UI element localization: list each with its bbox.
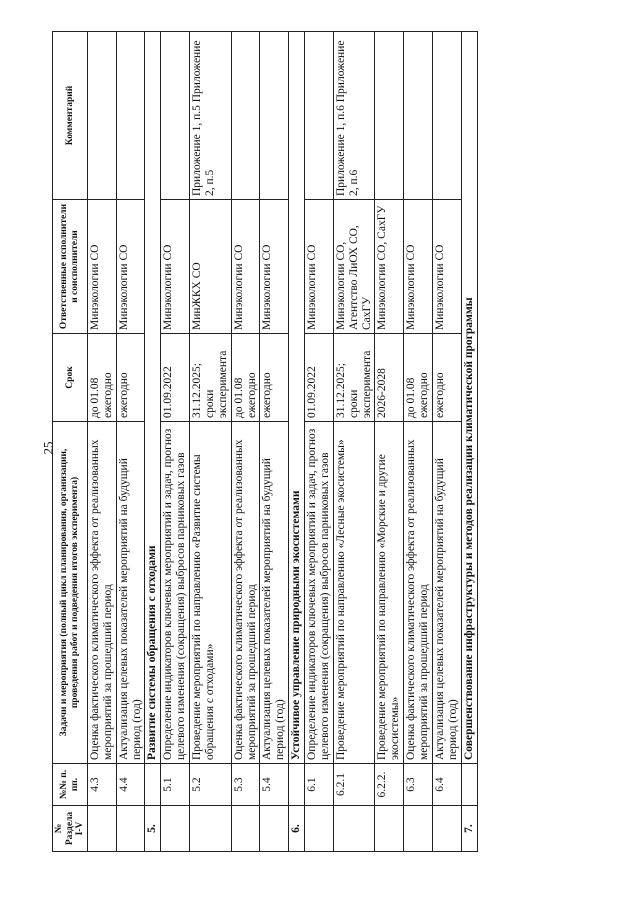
section-cell: [375, 806, 404, 852]
header-num: №№ п. пп.: [53, 764, 88, 806]
section-cell: [404, 806, 433, 852]
item-number: 6.1: [305, 764, 334, 806]
table-row: [260, 32, 289, 852]
responsible-cell: МинЖКХ СО: [190, 200, 232, 334]
header-deadline: Срок: [53, 334, 88, 422]
header-section: № Раздела I-V: [53, 806, 88, 852]
item-number: 5.1: [161, 764, 190, 806]
section-row: [145, 32, 161, 852]
table-body: [87, 32, 477, 852]
responsible-cell: Минэкологии СО: [231, 200, 260, 334]
comment-cell: [231, 32, 260, 200]
section-cell: [260, 806, 289, 852]
task-cell: Проведение мероприятий по направлению «Лесные экосистемы»: [333, 422, 375, 764]
deadline-cell: ежегодно: [260, 334, 289, 422]
header-responsible: Ответственные исполнители и соисполнители: [53, 200, 88, 334]
item-number: 5.2: [190, 764, 232, 806]
comment-cell: Приложение 1, п.5 Приложение 2, п.5: [190, 32, 232, 200]
task-cell: Оценка фактического климатического эффекта от реализованных мероприятий за прошедший период: [404, 422, 433, 764]
section-cell: [116, 806, 145, 852]
section-number: 7.: [461, 806, 477, 852]
empty-cell: [461, 764, 477, 806]
responsible-cell: Минэкологии СО: [260, 200, 289, 334]
section-row: [289, 32, 305, 852]
page-number: 25: [40, 441, 56, 455]
comment-cell: [260, 32, 289, 200]
header-comment: Комментарий: [53, 32, 88, 200]
section-cell: [161, 806, 190, 852]
comment-cell: Приложение 1, п.6 Приложение 2, п.6: [333, 32, 375, 200]
task-cell: Определение индикаторов ключевых мероприятий и задач, прогноз целевого изменения (сокращения) выбросов парниковых газов: [161, 422, 190, 764]
task-cell: Актуализация целевых показателей мероприятий на будущий период (год): [260, 422, 289, 764]
task-cell: Актуализация целевых показателей мероприятий на будущий период (год): [432, 422, 461, 764]
item-number: 5.3: [231, 764, 260, 806]
table-row: [404, 32, 433, 852]
deadline-cell: 01.09.2022: [161, 334, 190, 422]
task-cell: Оценка фактического климатического эффекта от реализованных мероприятий за прошедший период: [87, 422, 116, 764]
comment-cell: [116, 32, 145, 200]
section-title: Устойчивое управление природными экосистемами: [289, 32, 305, 764]
item-number: 4.4: [116, 764, 145, 806]
comment-cell: [87, 32, 116, 200]
deadline-cell: 31.12.2025; сроки эксперимента: [333, 334, 375, 422]
responsible-cell: Минэкологии СО: [87, 200, 116, 334]
deadline-cell: до 01.08 ежегодно: [404, 334, 433, 422]
table-row: [305, 32, 334, 852]
responsible-cell: Минэкологии СО: [404, 200, 433, 334]
section-title: Совершенствование инфраструктуры и методов реализации климатической программы: [461, 32, 477, 764]
deadline-cell: до 01.08 ежегодно: [231, 334, 260, 422]
deadline-cell: до 01.08 ежегодно: [87, 334, 116, 422]
deadline-cell: ежегодно: [432, 334, 461, 422]
rotated-page-content: [52, 32, 597, 852]
item-number: 5.4: [260, 764, 289, 806]
header-row: [53, 32, 88, 852]
section-number: 5.: [145, 806, 161, 852]
header-task: Задачи и мероприятия (полный цикл планирования, организации, проведения работ и подведения итогов эксперимента): [53, 422, 88, 764]
comment-cell: [375, 32, 404, 200]
table-row: [375, 32, 404, 852]
table-row: [87, 32, 116, 852]
task-cell: Проведение мероприятий по направлению «Морские и другие экосистемы»: [375, 422, 404, 764]
section-cell: [333, 806, 375, 852]
empty-cell: [289, 764, 305, 806]
deadline-cell: ежегодно: [116, 334, 145, 422]
table-row: [333, 32, 375, 852]
responsible-cell: Минэкологии СО, СахГУ: [375, 200, 404, 334]
empty-cell: [145, 764, 161, 806]
table-row: [161, 32, 190, 852]
comment-cell: [161, 32, 190, 200]
responsible-cell: Минэкологии СО: [161, 200, 190, 334]
deadline-cell: 2026-2028: [375, 334, 404, 422]
task-cell: Актуализация целевых показателей мероприятий на будущий период (год): [116, 422, 145, 764]
section-number: 6.: [289, 806, 305, 852]
comment-cell: [305, 32, 334, 200]
section-cell: [190, 806, 232, 852]
item-number: 6.3: [404, 764, 433, 806]
deadline-cell: 31.12.2025; сроки эксперимента: [190, 334, 232, 422]
item-number: 6.2.1: [333, 764, 375, 806]
plan-table: [52, 31, 478, 852]
item-number: 6.2.2.: [375, 764, 404, 806]
section-title: Развитие системы обращения с отходами: [145, 32, 161, 764]
comment-cell: [432, 32, 461, 200]
task-cell: Оценка фактического климатического эффекта от реализованных мероприятий за прошедший период: [231, 422, 260, 764]
task-cell: Проведение мероприятий по направлению «Развитие системы обращения с отходами»: [190, 422, 232, 764]
table-row: [432, 32, 461, 852]
table-row: [231, 32, 260, 852]
deadline-cell: 01.09.2022: [305, 334, 334, 422]
section-cell: [305, 806, 334, 852]
table-row: [116, 32, 145, 852]
section-row: [461, 32, 477, 852]
responsible-cell: Минэкологии СО: [432, 200, 461, 334]
section-cell: [432, 806, 461, 852]
item-number: 6.4: [432, 764, 461, 806]
comment-cell: [404, 32, 433, 200]
responsible-cell: Минэкологии СО: [305, 200, 334, 334]
task-cell: Определение индикаторов ключевых мероприятий и задач, прогноз целевого изменения (сокращения) выбросов парниковых газов: [305, 422, 334, 764]
responsible-cell: Минэкологии СО, Агентство ЛиОХ СО, СахГУ: [333, 200, 375, 334]
table-row: [190, 32, 232, 852]
section-cell: [231, 806, 260, 852]
item-number: 4.3: [87, 764, 116, 806]
responsible-cell: Минэкологии СО: [116, 200, 145, 334]
section-cell: [87, 806, 116, 852]
